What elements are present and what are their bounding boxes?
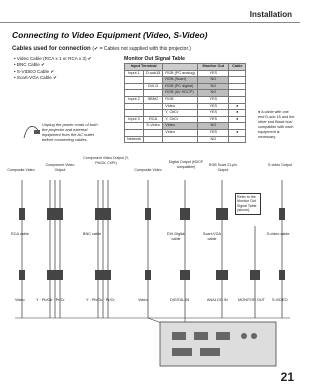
monitor-out-signal-table [124,63,246,143]
table-cell: YES [198,103,229,110]
table-cell: RGB (Scart) [163,77,198,84]
table-cell [125,110,144,117]
table-cell [229,70,246,77]
table-cell: YES [198,129,229,136]
table-cell [229,123,246,130]
cable-list [14,56,92,82]
cables-heading [12,46,191,52]
table-header: Input Terminal [125,64,163,71]
table-row [125,129,246,136]
header-title: Installation [249,10,292,19]
table-header: Monitor Out [198,64,229,71]
table-cell [229,136,246,143]
table-cell: RGB (PC analog) [163,70,198,77]
table-cell: ● [229,116,246,123]
table-cell: YES [198,116,229,123]
monitor-table-title: Monitor Out Signal Table [124,56,185,62]
device-s-video-output: S-video Output [268,163,292,167]
table-cell: D-sub15 [143,70,162,77]
terminal-y-pb-pr: Y · Pb/Cb · Pr/Cr [36,298,65,302]
device-rgb-scart: RGB Scart 21-pin Output [208,163,238,172]
table-cell [125,90,144,97]
table-row [125,96,246,103]
table-cell [143,110,162,117]
table-row [125,83,246,90]
table-row [125,123,246,130]
terminal-video: Video [15,298,25,302]
table-cell [143,77,162,84]
projector-terminal-panel [140,318,280,370]
cable-item: • S-VIDEO Cable ✔ [14,68,55,74]
device-component-output-2: Component Video Output (Y, Pb/Cb, Cr/Pr) [83,156,129,165]
terminal-s-video: S-VIDEO [272,298,288,302]
cables-note: (✔ = Cables not supplied with this projector.) [92,46,191,52]
table-cell [229,83,246,90]
device-digital-output: Digital Output (HDCP compatible) [168,160,204,169]
table-cell: ● [229,110,246,117]
table-header [163,64,198,71]
table-cell [143,136,162,143]
cable-scart-vga: Scart-VGA cable [202,232,222,241]
device-composite-video-2: Composite Video [134,168,162,172]
terminal-y-pb-pr-2: Y · Pb/Cb · Pr/Cr [86,298,115,302]
table-row [125,110,246,117]
table-cell: ● [229,129,246,136]
table-side-note: ● A cable with one end D-sub 15 and the other end Black box/ compatible with each equipment is necessary. [258,110,295,139]
table-cell: S-Video [143,123,162,130]
terminal-video-2: Video [138,298,148,302]
table-cell [229,96,246,103]
table-cell: Video [163,103,198,110]
table-cell: Input 1 [125,70,144,77]
terminal-digital-in: DIGITAL IN [170,298,190,302]
cable-item: • Scart-VGA Cable ✔ [14,75,57,81]
table-cell [125,77,144,84]
page-number: 21 [280,370,294,384]
table-row [125,136,246,143]
terminal-monitor-out: MONITOR OUT [238,298,265,302]
table-cell [143,129,162,136]
header-rule [0,22,300,23]
cable-item: • BNC Cable ✔ [14,62,45,68]
table-cell [229,90,246,97]
device-component-output: Component Video Output [45,163,75,172]
table-cell: YES [198,96,229,103]
cable-s-video: S-video cable [266,232,290,236]
device-composite-video: Composite Video [7,168,35,172]
table-cell: Input 2 [125,96,144,103]
table-cell: NO [198,77,229,84]
table-cell: NO [198,136,229,143]
table-cell: DVI-D [143,83,162,90]
page-header [0,0,300,24]
table-cell [125,103,144,110]
table-cell: Video [163,129,198,136]
table-cell [229,77,246,84]
refer-box: Refer to the Monitor Out Signal Table (above). [235,193,261,215]
table-cell: RGB (PC digital) [163,83,198,90]
terminal-analog-in: ANALOG IN [207,298,228,302]
table-row [125,116,246,123]
table-cell: RGB (AV HDCP) [163,90,198,97]
table-cell: Y, CbCr [163,116,198,123]
table-cell [143,90,162,97]
cable-rca: RCA cable [11,232,29,236]
table-cell: NO [198,90,229,97]
section-title: Connecting to Video Equipment (Video, S-Video) [12,30,208,40]
table-row [125,70,246,77]
cable-dvi: DVI-Digital cable [166,232,186,241]
table-cell [163,136,198,143]
table-cell: Network [125,136,144,143]
table-cell [125,123,144,130]
cable-bnc: BNC cable [82,232,102,236]
caution-text: Unplug the power cords of both the projector and external equipment from the AC outlet before connecting cables. [42,122,98,142]
table-cell: RGB [163,96,198,103]
table-header: Cable [229,64,246,71]
table-cell [125,83,144,90]
table-cell: Y, CbCr [163,110,198,117]
table-cell: NO [198,123,229,130]
table-cell [125,129,144,136]
table-cell: NO [198,83,229,90]
cables-heading-text: Cables used for connection [12,46,91,52]
table-cell: ● [229,103,246,110]
table-row [125,90,246,97]
table-cell: 5BNC [143,96,162,103]
cable-item: • Video Cable (RCA x 1 or RCA x 3) ✔ [14,56,92,61]
table-cell: Input 3 [125,116,144,123]
table-row [125,77,246,84]
table-cell: YES [198,110,229,117]
table-cell [143,103,162,110]
table-row [125,103,246,110]
table-cell: YES [198,70,229,77]
table-cell: Video [163,123,198,130]
table-cell: RCA [143,116,162,123]
